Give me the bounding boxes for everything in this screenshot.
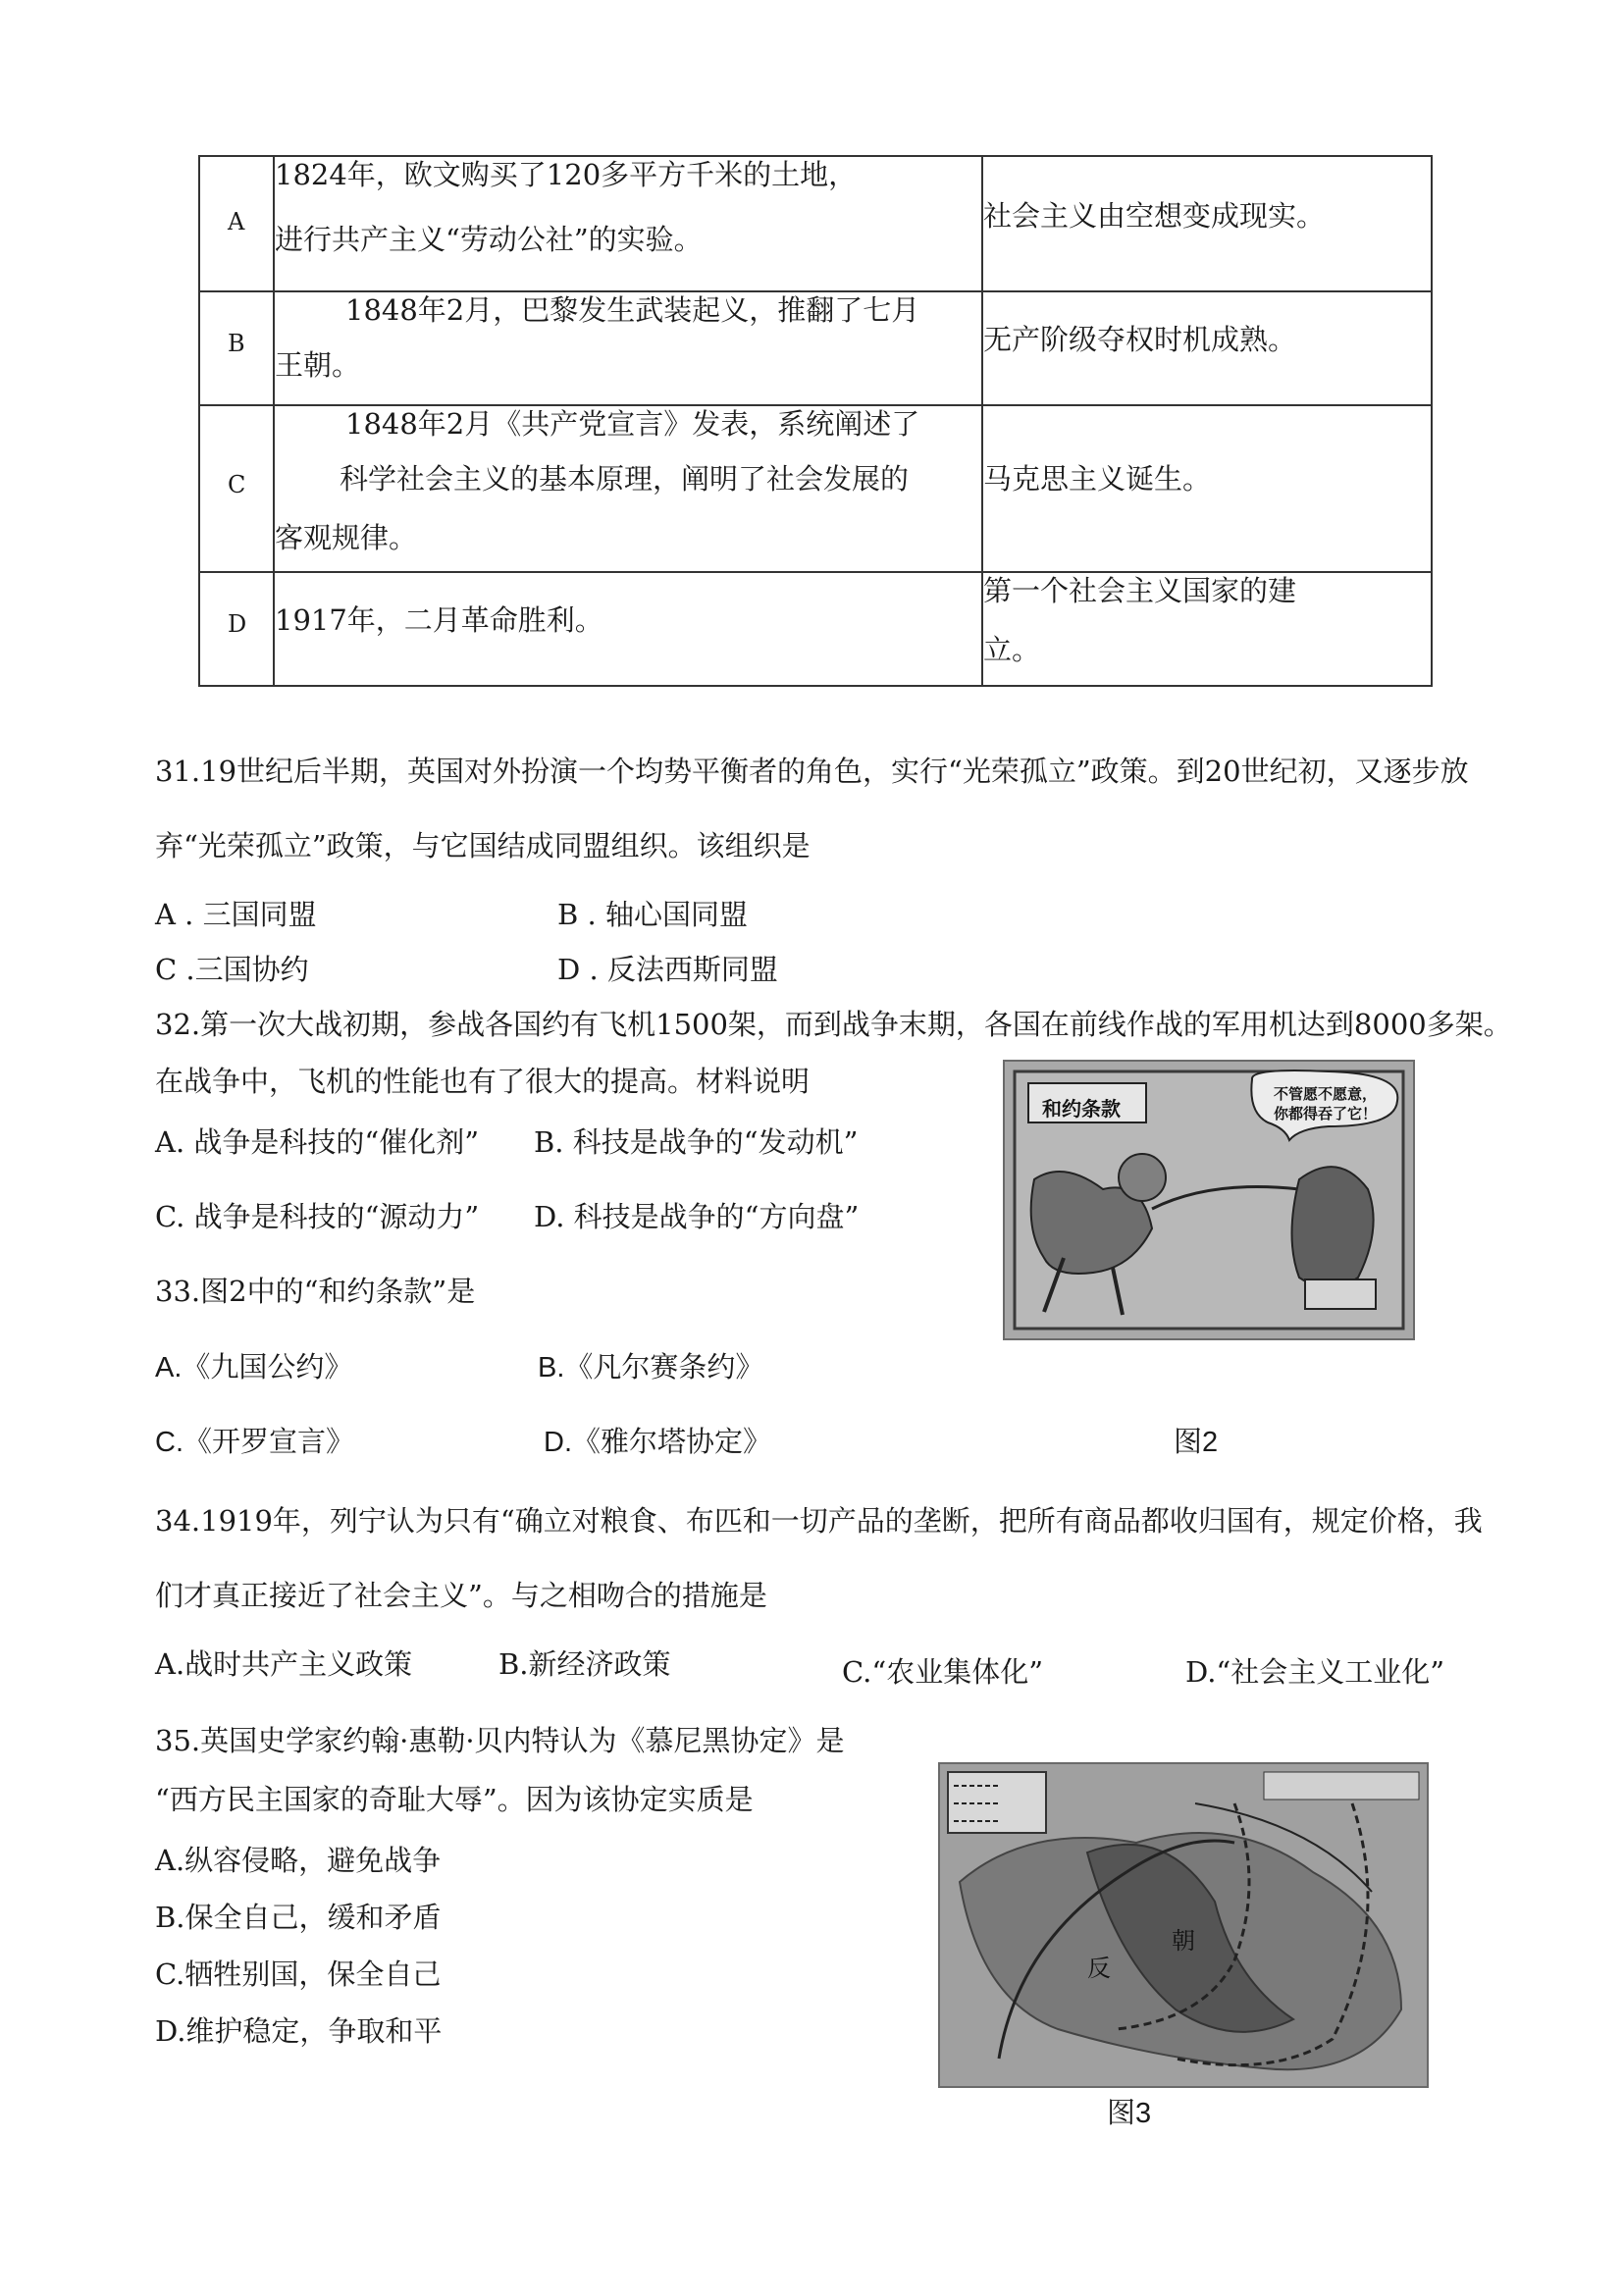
option-c: C .三国协约 bbox=[155, 953, 309, 986]
cartoon-speech-bubble: 你都得吞了它！ bbox=[1274, 1105, 1378, 1122]
option-d: D.维护稳定，争取和平 bbox=[155, 2014, 443, 2048]
cartoon-title: 和约条款 bbox=[1042, 1097, 1121, 1121]
question-stem: 弃“光荣孤立”政策，与它国结成同盟组织。该组织是 bbox=[155, 829, 811, 862]
option-c: C. 战争是科技的“源动力” bbox=[155, 1200, 480, 1233]
map-label: 反 bbox=[1087, 1955, 1111, 1982]
option-b: B . 轴心国同盟 bbox=[557, 898, 748, 931]
table-cell-conclusion: 无产阶级夺权时机成熟。 bbox=[983, 323, 1297, 356]
option-b: B.新经济政策 bbox=[498, 1647, 671, 1681]
question-stem: 35.英国史学家约翰·惠勒·贝内特认为《慕尼黑协定》是 bbox=[155, 1724, 845, 1757]
option-a: A.纵容侵略，避免战争 bbox=[155, 1844, 442, 1877]
table-cell-event: 进行共产主义“劳动公社”的实验。 bbox=[275, 223, 703, 256]
question-stem: “西方民主国家的奇耻大辱”。因为该协定实质是 bbox=[155, 1783, 754, 1816]
table-cell-event: 1848年2月《共产党宣言》发表，系统阐述了 bbox=[345, 407, 920, 441]
option-a: A.《九国公约》 bbox=[155, 1352, 353, 1383]
question-stem: 32.第一次大战初期，参战各国约有飞机1500架，而到战争末期，各国在前线作战的军用机达到8000多架。 bbox=[155, 1008, 1512, 1041]
table-row-letter: B bbox=[228, 330, 245, 357]
table-row-letter: D bbox=[228, 610, 247, 638]
option-a: A.战时共产主义政策 bbox=[155, 1647, 413, 1681]
table-cell-event: 客观规律。 bbox=[275, 521, 418, 554]
question-stem: 们才真正接近了社会主义”。与之相吻合的措施是 bbox=[155, 1579, 767, 1612]
option-c: C.牺牲别国，保全自己 bbox=[155, 1957, 442, 1991]
table-cell-event: 1917年，二月革命胜利。 bbox=[275, 603, 603, 637]
figure-2-cartoon bbox=[1003, 1060, 1415, 1340]
table-row-letter: A bbox=[228, 208, 245, 235]
option-d: D. 科技是战争的“方向盘” bbox=[534, 1200, 860, 1233]
option-d: D . 反法西斯同盟 bbox=[557, 953, 778, 986]
question-stem: 31.19世纪后半期，英国对外扮演一个均势平衡者的角色，实行“光荣孤立”政策。到20世纪初，又逐步放 bbox=[155, 755, 1469, 788]
map-label: 朝 bbox=[1172, 1927, 1195, 1955]
question-stem: 33.图2中的“和约条款”是 bbox=[155, 1275, 476, 1308]
question-stem: 在战争中，飞机的性能也有了很大的提高。材料说明 bbox=[155, 1065, 811, 1098]
table-cell-conclusion: 社会主义由空想变成现实。 bbox=[983, 199, 1326, 233]
table-row-letter: C bbox=[228, 471, 246, 498]
table-cell-conclusion: 马克思主义诞生。 bbox=[983, 462, 1212, 496]
option-b: B.保全自己，缓和矛盾 bbox=[155, 1901, 442, 1934]
table-cell-event: 王朝。 bbox=[275, 348, 361, 382]
table-cell-conclusion: 立。 bbox=[983, 633, 1041, 666]
figure-3-caption: 图3 bbox=[1107, 2098, 1152, 2129]
figure-3-map bbox=[938, 1762, 1429, 2088]
option-c: C.《开罗宣言》 bbox=[155, 1427, 355, 1458]
option-d: D.“社会主义工业化” bbox=[1185, 1655, 1445, 1689]
option-d: D.《雅尔塔协定》 bbox=[544, 1427, 772, 1458]
option-b: B. 科技是战争的“发动机” bbox=[534, 1125, 859, 1159]
figure-2-caption: 图2 bbox=[1174, 1427, 1219, 1458]
option-a: A . 三国同盟 bbox=[155, 898, 317, 931]
cartoon-speech-bubble: 不管愿不愿意， bbox=[1274, 1085, 1378, 1103]
table-cell-event: 1848年2月，巴黎发生武装起义，推翻了七月 bbox=[345, 293, 920, 327]
table-cell-conclusion: 第一个社会主义国家的建 bbox=[983, 574, 1297, 607]
option-a: A. 战争是科技的“催化剂” bbox=[155, 1125, 480, 1159]
options-table bbox=[198, 155, 1433, 687]
question-stem: 34.1919年，列宁认为只有“确立对粮食、布匹和一切产品的垄断，把所有商品都收归国有，规定价格，我 bbox=[155, 1504, 1483, 1538]
table-cell-event: 科学社会主义的基本原理，阐明了社会发展的 bbox=[340, 462, 910, 496]
option-b: B.《凡尔赛条约》 bbox=[538, 1352, 764, 1383]
option-c: C.“农业集体化” bbox=[842, 1655, 1044, 1689]
table-cell-event: 1824年，欧文购买了120多平方千米的土地， bbox=[275, 158, 858, 191]
